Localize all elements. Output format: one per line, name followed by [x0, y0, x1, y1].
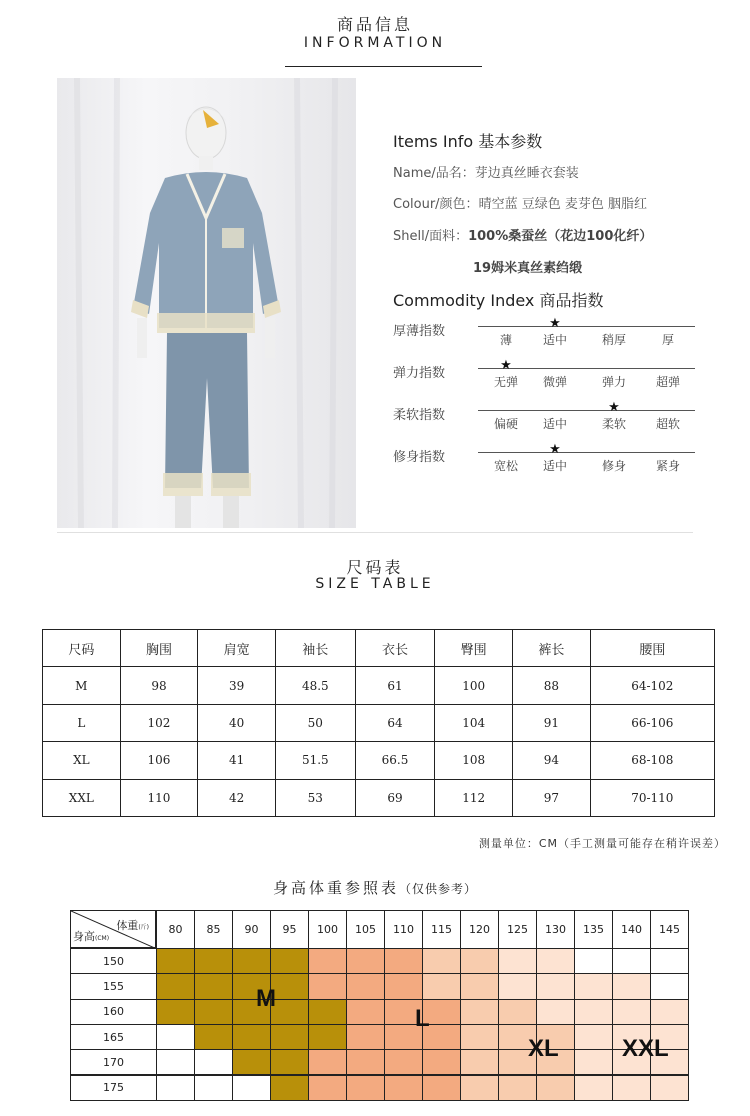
weight-header-cell: 115 [422, 910, 461, 949]
index-level-label: 紧身 [655, 459, 680, 473]
size-cell-m [194, 1024, 233, 1050]
size-cell-xxl [612, 999, 651, 1025]
size-zone-label: XXL [622, 1035, 669, 1062]
size-zone-label: XL [528, 1035, 559, 1062]
title-underline [285, 66, 482, 67]
weight-header-cell: 80 [156, 910, 195, 949]
index-name: 修身指数 [393, 450, 446, 465]
table-cell: 42 [198, 779, 276, 816]
weight-header-cell: 105 [346, 910, 385, 949]
chart-corner-header [70, 910, 156, 948]
table-cell: 102 [120, 704, 198, 741]
size-cell-m [232, 948, 271, 974]
size-cell-l [346, 948, 385, 974]
size-cell-m [156, 973, 195, 999]
weight-header-cell: 95 [270, 910, 309, 949]
size-cell-m [232, 1049, 271, 1075]
index-level-label: 适中 [542, 459, 567, 473]
size-cell-xxl [650, 999, 689, 1025]
size-cell-l [346, 1024, 385, 1050]
table-row [43, 667, 715, 704]
size-cell-m [308, 1024, 347, 1050]
table-row [43, 742, 715, 779]
index-scale-line [478, 326, 695, 327]
size-cell-xl [460, 973, 499, 999]
size-table-title-en: SIZE TABLE [315, 576, 435, 592]
weight-header-cell: 85 [194, 910, 233, 949]
size-table-title-cn: 尺码表 [346, 558, 404, 577]
weight-header-cell: 90 [232, 910, 271, 949]
size-cell-none [194, 1075, 233, 1101]
header-cell: 腰围 [590, 630, 714, 667]
size-cell-none [156, 1049, 195, 1075]
header-cell: 衣长 [355, 630, 435, 667]
table-cell: 91 [513, 704, 591, 741]
table-cell: 39 [198, 667, 276, 704]
size-cell-m [156, 948, 195, 974]
shell-row-2 [473, 257, 582, 276]
size-cell-none [574, 948, 613, 974]
section-title-cn: 商品信息 [336, 15, 413, 34]
weight-header-cell: 130 [536, 910, 575, 949]
size-cell-l [346, 1049, 385, 1075]
height-header-cell: 150 [70, 948, 157, 974]
table-cell: 70-110 [590, 779, 714, 816]
name-row [393, 162, 579, 181]
table-row [43, 704, 715, 741]
items-info-title: Items Info 基本参数 [393, 132, 543, 151]
weight-header-cell: 110 [384, 910, 423, 949]
size-cell-none [156, 1075, 195, 1101]
table-cell: 104 [435, 704, 513, 741]
index-level-label: 弹力 [601, 375, 626, 389]
size-cell-xxl [574, 1075, 613, 1101]
index-level-label: 无弹 [493, 375, 518, 389]
size-cell-l [422, 1049, 461, 1075]
table-cell: 112 [435, 779, 513, 816]
size-cell-none [650, 973, 689, 999]
table-cell: 53 [275, 779, 355, 816]
size-cell-xl [460, 948, 499, 974]
size-cell-xxl [498, 948, 537, 974]
size-cell-m [270, 948, 309, 974]
shell-value-2: 19姆米真丝素绉缎 [473, 261, 583, 276]
weight-header-cell: 140 [612, 910, 651, 949]
table-cell: L [43, 704, 121, 741]
height-unit: (CM) [95, 935, 110, 942]
index-scale-line [478, 452, 695, 453]
measurement-note: 测量单位：CM（手工测量可能存在稍许误差） [478, 837, 726, 850]
index-level-label: 偏硬 [493, 417, 518, 431]
index-level-label: 适中 [542, 417, 567, 431]
selected-level-star-icon: ★ [549, 442, 561, 457]
size-cell-l [308, 1049, 347, 1075]
index-name: 柔软指数 [393, 408, 446, 423]
index-name: 弹力指数 [393, 366, 446, 381]
size-cell-xl [422, 973, 461, 999]
size-cell-xl [422, 948, 461, 974]
header-cell: 尺码 [43, 630, 121, 667]
size-cell-none [156, 1024, 195, 1050]
height-weight-subtitle: （仅供参考） [399, 882, 478, 896]
size-cell-xl [460, 1049, 499, 1075]
table-cell: 41 [198, 742, 276, 779]
table-row [43, 779, 715, 816]
size-cell-xl [498, 999, 537, 1025]
name-value: 芽边真丝睡衣套装 [474, 166, 579, 181]
colour-value: 晴空蓝 豆绿色 麦芽色 胭脂红 [478, 197, 647, 212]
header-cell: 肩宽 [198, 630, 276, 667]
height-header-cell: 175 [70, 1075, 157, 1101]
weight-label: 体重 [116, 919, 139, 932]
size-cell-xxl [574, 1049, 613, 1075]
size-cell-none [612, 948, 651, 974]
size-cell-m [270, 1075, 309, 1101]
size-zone-label: L [415, 1005, 430, 1032]
weight-header-cell: 100 [308, 910, 347, 949]
commodity-index-title: Commodity Index 商品指数 [393, 291, 604, 310]
height-header [73, 928, 109, 944]
height-weight-title-row [0, 877, 750, 898]
table-cell: 40 [198, 704, 276, 741]
weight-unit: (斤) [138, 924, 149, 931]
size-cell-l [384, 973, 423, 999]
size-cell-xl [460, 1024, 499, 1050]
size-cell-xxl [650, 1075, 689, 1101]
table-cell: M [43, 667, 121, 704]
table-cell: 64-102 [590, 667, 714, 704]
height-header-cell: 155 [70, 973, 157, 999]
index-level-label: 厚 [661, 333, 674, 347]
size-cell-xxl [612, 973, 651, 999]
table-cell: 66-106 [590, 704, 714, 741]
table-cell: 88 [513, 667, 591, 704]
selected-level-star-icon: ★ [500, 358, 512, 373]
name-label: Name/品名： [393, 166, 475, 181]
size-cell-xl [498, 1075, 537, 1101]
height-weight-title: 身高体重参照表 [272, 879, 399, 897]
shell-label: Shell/面料： [393, 229, 469, 244]
size-cell-l [308, 1075, 347, 1101]
product-photo [57, 78, 356, 528]
size-cell-xxl [574, 1024, 613, 1050]
index-level-label: 适中 [542, 333, 567, 347]
table-cell: 50 [275, 704, 355, 741]
size-cell-xxl [498, 973, 537, 999]
table-cell: 48.5 [275, 667, 355, 704]
table-cell: XL [43, 742, 121, 779]
size-cell-xl [460, 1075, 499, 1101]
size-cell-l [384, 1075, 423, 1101]
size-zone-label: M [256, 985, 276, 1012]
size-cell-xxl [574, 999, 613, 1025]
size-cell-l [422, 1075, 461, 1101]
table-cell: 98 [120, 667, 198, 704]
height-label: 身高 [73, 930, 95, 943]
index-scale-line [478, 410, 695, 411]
index-level-label: 稍厚 [601, 333, 626, 347]
size-cell-l [308, 948, 347, 974]
size-cell-xl [536, 1075, 575, 1101]
size-cell-xl [460, 999, 499, 1025]
size-cell-m [194, 999, 233, 1025]
size-cell-m [270, 1049, 309, 1075]
size-cell-xxl [612, 1075, 651, 1101]
size-cell-none [194, 1049, 233, 1075]
index-level-label: 超软 [655, 417, 680, 431]
selected-level-star-icon: ★ [549, 316, 561, 331]
size-cell-m [232, 1024, 271, 1050]
size-table [42, 629, 715, 817]
size-cell-m [194, 973, 233, 999]
size-cell-none [232, 1075, 271, 1101]
size-cell-xxl [536, 948, 575, 974]
table-cell: 61 [355, 667, 435, 704]
size-cell-none [650, 948, 689, 974]
size-cell-l [384, 1049, 423, 1075]
table-cell: 106 [120, 742, 198, 779]
selected-level-star-icon: ★ [608, 400, 620, 415]
table-cell: 66.5 [355, 742, 435, 779]
size-cell-m [194, 948, 233, 974]
table-header-row [43, 630, 715, 667]
mannequin-illustration [57, 78, 356, 528]
weight-header [116, 917, 149, 933]
table-cell: 69 [355, 779, 435, 816]
header-cell: 袖长 [275, 630, 355, 667]
size-cell-xxl [536, 999, 575, 1025]
size-cell-m [156, 999, 195, 1025]
index-level-label: 微弹 [542, 375, 567, 389]
header-cell: 裤长 [513, 630, 591, 667]
size-cell-xxl [574, 973, 613, 999]
table-cell: 108 [435, 742, 513, 779]
colour-label: Colour/颜色： [393, 197, 479, 212]
index-level-label: 超弹 [655, 375, 680, 389]
colour-row [393, 193, 647, 212]
index-level-label: 柔软 [601, 417, 626, 431]
weight-header-cell: 135 [574, 910, 613, 949]
table-cell: 68-108 [590, 742, 714, 779]
index-level-label: 薄 [499, 333, 512, 347]
size-cell-l [384, 948, 423, 974]
size-cell-l [308, 973, 347, 999]
table-cell: XXL [43, 779, 121, 816]
shell-row [393, 225, 652, 244]
weight-header-cell: 125 [498, 910, 537, 949]
header-cell: 胸围 [120, 630, 198, 667]
height-header-cell: 170 [70, 1049, 157, 1075]
table-cell: 64 [355, 704, 435, 741]
weight-header-cell: 120 [460, 910, 499, 949]
shell-value: 100%桑蚕丝（花边100化纤） [468, 229, 653, 244]
header-cell: 臀围 [435, 630, 513, 667]
size-cell-m [308, 999, 347, 1025]
section-divider [57, 532, 693, 533]
height-header-cell: 165 [70, 1024, 157, 1050]
table-cell: 51.5 [275, 742, 355, 779]
size-cell-l [346, 1075, 385, 1101]
size-cell-m [270, 1024, 309, 1050]
index-name: 厚薄指数 [393, 324, 446, 339]
weight-header-cell: 145 [650, 910, 689, 949]
size-cell-l [346, 973, 385, 999]
table-cell: 110 [120, 779, 198, 816]
size-cell-l [346, 999, 385, 1025]
table-cell: 97 [513, 779, 591, 816]
size-cell-xxl [536, 973, 575, 999]
table-cell: 100 [435, 667, 513, 704]
index-level-label: 宽松 [493, 459, 518, 473]
index-level-label: 修身 [601, 459, 626, 473]
section-title-en: INFORMATION [303, 35, 447, 51]
table-cell: 94 [513, 742, 591, 779]
height-header-cell: 160 [70, 999, 157, 1025]
